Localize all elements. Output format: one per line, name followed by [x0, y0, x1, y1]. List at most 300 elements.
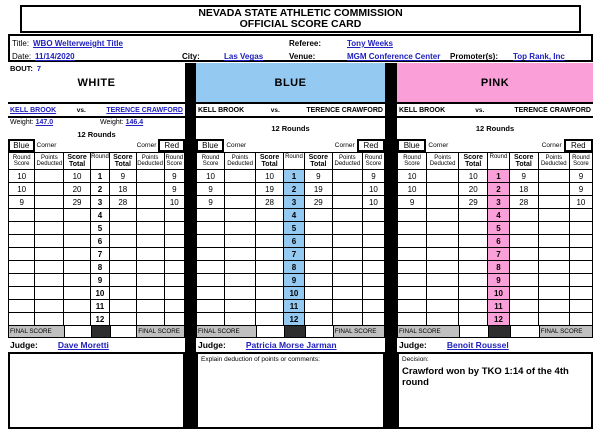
round-cell: 8	[284, 261, 304, 273]
blue-score-cell	[197, 261, 224, 273]
red-score-cell	[363, 235, 384, 247]
red-total-cell	[510, 287, 538, 299]
blue-total-cell	[459, 222, 487, 234]
round-cell: 9	[284, 274, 304, 286]
score-row	[9, 183, 184, 195]
blue-score-cell	[9, 274, 34, 286]
blue-score-cell	[197, 209, 224, 221]
red-score-cell	[570, 274, 592, 286]
spacer	[450, 139, 539, 152]
score-row	[9, 287, 184, 299]
red-total-cell	[305, 261, 332, 273]
red-score-cell	[165, 209, 184, 221]
column-header	[196, 63, 385, 104]
grid-body	[9, 170, 184, 325]
rounds-label: 12 Rounds	[77, 130, 116, 139]
blue-deducted-cell	[427, 235, 458, 247]
score-row	[197, 300, 384, 312]
fighter-red-name: TERENCE CRAWFORD	[306, 106, 383, 114]
final-black-cell	[489, 326, 509, 337]
score-row	[9, 209, 184, 221]
round-score-header: Round Score	[570, 153, 592, 169]
red-deducted-cell	[333, 287, 362, 299]
bout-label	[198, 64, 202, 73]
card-title: OFFICIAL SCORE CARD	[239, 18, 362, 30]
judge-label: Judge:	[10, 340, 38, 350]
blue-total-cell: 10	[459, 170, 487, 182]
score-grid	[8, 152, 185, 338]
red-total-cell	[305, 274, 332, 286]
score-grid	[397, 152, 593, 338]
weight-label: Weight:	[100, 119, 124, 126]
red-total-cell	[305, 248, 332, 260]
vs-label: vs.	[270, 106, 280, 114]
red-total-cell: 28	[110, 196, 135, 208]
final-blue-total-cell	[65, 326, 90, 337]
blue-total-cell: 28	[256, 196, 283, 208]
blue-total-cell	[64, 300, 89, 312]
red-score-cell	[363, 274, 384, 286]
blue-score-cell: 10	[197, 170, 224, 182]
blue-score-cell: 10	[398, 170, 426, 182]
red-total-cell: 18	[510, 183, 538, 195]
red-total-cell: 9	[510, 170, 538, 182]
weights-area	[8, 118, 185, 139]
blue-score-cell	[9, 248, 34, 260]
info-box	[8, 34, 593, 62]
red-score-cell	[165, 222, 184, 234]
red-total-cell: 9	[305, 170, 332, 182]
blue-score-cell	[9, 235, 34, 247]
red-total-cell	[110, 235, 135, 247]
round-score-header: Round Score	[197, 153, 224, 169]
score-row	[197, 209, 384, 221]
blue-deducted-cell	[427, 222, 458, 234]
fighters-row	[196, 104, 385, 118]
blue-deducted-cell	[427, 313, 458, 325]
blue-deducted-cell	[35, 287, 63, 299]
red-total-cell	[305, 313, 332, 325]
red-total-cell	[510, 300, 538, 312]
red-deducted-cell	[137, 235, 164, 247]
score-row	[197, 183, 384, 195]
blue-deducted-cell	[225, 274, 255, 286]
red-score-cell	[570, 248, 592, 260]
red-deducted-cell	[137, 300, 164, 312]
blue-total-cell	[459, 287, 487, 299]
red-total-cell: 29	[305, 196, 332, 208]
red-total-cell	[110, 248, 135, 260]
blue-total-cell: 10	[64, 170, 89, 182]
red-total-cell	[305, 235, 332, 247]
round-cell: 10	[488, 287, 508, 299]
red-score-cell: 9	[363, 170, 384, 182]
corner-row	[196, 139, 385, 152]
red-total-cell	[110, 222, 135, 234]
promoter-label: Promoter(s):	[450, 52, 499, 61]
red-deducted-cell	[333, 222, 362, 234]
blue-deducted-cell	[427, 170, 458, 182]
blue-score-cell: 9	[398, 196, 426, 208]
corner-label-left: Corner	[226, 142, 247, 149]
score-row	[398, 183, 592, 195]
corner-label-left: Corner	[428, 142, 449, 149]
blue-score-cell	[398, 300, 426, 312]
decision-text: Crawford won by TKO 1:14 of the 4th round	[402, 366, 569, 388]
blue-total-cell	[64, 209, 89, 221]
blue-corner-box: Blue	[8, 139, 35, 152]
blue-deducted-cell	[427, 287, 458, 299]
score-row	[398, 222, 592, 234]
blue-deducted-cell	[225, 222, 255, 234]
blue-total-cell	[256, 261, 283, 273]
weight-blue-value: 147.0	[35, 119, 54, 126]
blue-deducted-cell	[225, 170, 255, 182]
blue-score-cell: 10	[9, 183, 34, 195]
comments-label: Decision:	[402, 356, 429, 363]
red-score-cell: 9	[165, 183, 184, 195]
red-score-cell	[363, 287, 384, 299]
weight-label: Weight:	[10, 119, 34, 126]
blue-deducted-cell	[35, 209, 63, 221]
round-score-header: Round Score	[398, 153, 426, 169]
fighter-blue-name: KELL BROOK	[198, 106, 245, 114]
venue-value: MGM Conference Center	[347, 52, 441, 61]
red-total-cell	[510, 261, 538, 273]
red-score-cell: 9	[570, 183, 592, 195]
promoter-value: Top Rank, Inc	[513, 52, 565, 61]
score-row	[197, 196, 384, 208]
blue-total-cell	[256, 209, 283, 221]
score-total-header: Score Total	[256, 153, 283, 169]
judge-row	[196, 338, 385, 352]
blue-total-cell	[256, 313, 283, 325]
round-cell: 6	[488, 235, 508, 247]
blue-score-cell	[197, 274, 224, 286]
final-black-cell	[92, 326, 110, 337]
blue-total-cell: 10	[256, 170, 283, 182]
blue-total-cell	[64, 274, 89, 286]
blue-score-cell	[9, 300, 34, 312]
blue-deducted-cell	[225, 248, 255, 260]
red-score-cell	[363, 261, 384, 273]
red-score-cell	[570, 300, 592, 312]
weights-area	[196, 118, 385, 139]
red-score-cell: 9	[570, 170, 592, 182]
grid-body	[398, 170, 592, 325]
round-cell: 4	[91, 209, 109, 221]
blue-total-cell	[459, 300, 487, 312]
blue-deducted-cell	[225, 235, 255, 247]
final-score-label-left: FINAL SCORE	[197, 326, 256, 337]
score-row	[197, 261, 384, 273]
round-score-header: Round Score	[9, 153, 34, 169]
round-cell: 6	[91, 235, 109, 247]
score-row	[398, 248, 592, 260]
points-deducted-header: Points Deducted	[225, 153, 255, 169]
score-total-header: Score Total	[510, 153, 538, 169]
final-blue-total-cell	[460, 326, 488, 337]
score-total-header: Score Total	[110, 153, 135, 169]
final-red-total-cell	[306, 326, 333, 337]
points-deducted-header: Points Deducted	[137, 154, 163, 167]
title-value: WBO Welterweight Title	[33, 39, 123, 48]
blue-deducted-cell	[427, 183, 458, 195]
red-deducted-cell	[333, 274, 362, 286]
red-total-cell	[110, 313, 135, 325]
round-cell: 11	[488, 300, 508, 312]
red-score-cell	[165, 261, 184, 273]
red-score-cell	[363, 209, 384, 221]
red-score-cell	[570, 261, 592, 273]
comments-box	[397, 352, 593, 429]
red-deducted-cell	[539, 287, 569, 299]
round-header: Round	[284, 153, 304, 169]
blue-score-cell	[9, 313, 34, 325]
red-score-cell	[570, 222, 592, 234]
score-row	[197, 170, 384, 182]
score-row	[398, 196, 592, 208]
red-score-cell	[165, 287, 184, 299]
red-deducted-cell	[333, 313, 362, 325]
round-score-header: Round Score	[165, 154, 184, 167]
blue-score-cell	[197, 248, 224, 260]
blue-score-cell	[197, 222, 224, 234]
score-row	[197, 313, 384, 325]
red-corner-box: Red	[158, 139, 185, 152]
spacer	[248, 139, 333, 152]
red-deducted-cell	[539, 170, 569, 182]
score-row	[398, 274, 592, 286]
blue-corner-box: Blue	[397, 139, 426, 152]
red-deducted-cell	[137, 183, 164, 195]
score-total-header: Score Total	[305, 153, 332, 169]
red-score-cell	[165, 274, 184, 286]
final-blue-total-cell	[257, 326, 284, 337]
red-score-cell: 9	[165, 170, 184, 182]
red-corner-box: Red	[564, 139, 593, 152]
red-deducted-cell	[137, 170, 164, 182]
red-deducted-cell	[137, 209, 164, 221]
red-total-cell	[305, 300, 332, 312]
blue-score-cell	[197, 235, 224, 247]
blue-deducted-cell	[427, 261, 458, 273]
red-deducted-cell	[539, 274, 569, 286]
judge-name: Patricia Morse Jarman	[245, 340, 337, 350]
corner-row	[8, 139, 185, 152]
city-value: Las Vegas	[224, 52, 264, 61]
fighter-red-name: TERENCE CRAWFORD	[514, 106, 591, 114]
red-total-cell: 9	[110, 170, 135, 182]
blue-deducted-cell	[225, 183, 255, 195]
blue-deducted-cell	[427, 209, 458, 221]
final-score-row	[197, 326, 384, 337]
red-deducted-cell	[333, 300, 362, 312]
corner-color-title: BLUE	[274, 76, 307, 89]
blue-total-cell	[256, 300, 283, 312]
round-cell: 8	[91, 261, 109, 273]
fighter-red-name: TERENCE CRAWFORD	[106, 106, 183, 114]
score-row	[197, 287, 384, 299]
round-cell: 11	[91, 300, 109, 312]
score-row	[398, 300, 592, 312]
column-header	[8, 63, 185, 104]
score-row	[197, 274, 384, 286]
round-score-header: Round Score	[364, 154, 383, 167]
blue-total-cell	[459, 313, 487, 325]
red-score-cell: 10	[363, 183, 384, 195]
red-score-cell	[570, 235, 592, 247]
round-cell: 1	[284, 170, 304, 182]
blue-score-cell	[197, 300, 224, 312]
blue-total-cell	[256, 248, 283, 260]
blue-total-cell	[64, 235, 89, 247]
blue-score-cell	[398, 313, 426, 325]
columns	[8, 63, 593, 429]
blue-deducted-cell	[35, 170, 63, 182]
red-score-cell	[363, 300, 384, 312]
round-cell: 9	[91, 274, 109, 286]
red-total-cell	[510, 248, 538, 260]
score-row	[9, 313, 184, 325]
judge-name: Dave Moretti	[57, 340, 109, 350]
corner-label-right: Corner	[541, 142, 562, 149]
red-score-cell: 10	[363, 196, 384, 208]
score-row	[9, 274, 184, 286]
blue-score-cell: 9	[9, 196, 34, 208]
blue-deducted-cell	[35, 261, 63, 273]
fighter-blue-name: KELL BROOK	[399, 106, 446, 114]
round-cell: 7	[488, 248, 508, 260]
corner-label-right: Corner	[334, 142, 355, 149]
score-row	[398, 313, 592, 325]
blue-score-cell	[398, 235, 426, 247]
blue-total-cell	[64, 313, 89, 325]
final-red-total-cell	[511, 326, 539, 337]
red-deducted-cell	[137, 248, 164, 260]
blue-deducted-cell	[35, 235, 63, 247]
weight-red-value: 146.4	[125, 119, 144, 126]
red-score-cell	[165, 248, 184, 260]
date-value: 11/14/2020	[35, 52, 75, 61]
round-cell: 8	[488, 261, 508, 273]
round-cell: 2	[488, 183, 508, 195]
corner-color-title: PINK	[480, 76, 510, 89]
round-cell: 6	[284, 235, 304, 247]
blue-total-cell	[256, 287, 283, 299]
red-deducted-cell	[539, 183, 569, 195]
blue-deducted-cell	[225, 209, 255, 221]
red-deducted-cell	[539, 300, 569, 312]
red-deducted-cell	[539, 313, 569, 325]
corner-color-title: WHITE	[77, 76, 116, 89]
bout-text: BOUT:	[10, 64, 33, 73]
title-label: Title:	[12, 39, 30, 48]
blue-total-cell: 20	[459, 183, 487, 195]
blue-total-cell	[459, 209, 487, 221]
round-cell: 2	[91, 183, 109, 195]
red-deducted-cell	[333, 261, 362, 273]
round-cell: 4	[284, 209, 304, 221]
score-row	[398, 287, 592, 299]
points-deducted-header: Points Deducted	[36, 154, 63, 167]
blue-total-cell	[64, 261, 89, 273]
blue-score-cell: 10	[398, 183, 426, 195]
round-header: Round	[488, 153, 508, 169]
red-deducted-cell	[333, 209, 362, 221]
blue-score-cell	[197, 313, 224, 325]
column-header	[397, 63, 593, 104]
blue-deducted-cell	[35, 248, 63, 260]
date-label: Date:	[12, 52, 32, 61]
score-row	[197, 222, 384, 234]
comments-box	[196, 352, 385, 429]
red-score-cell	[165, 313, 184, 325]
grid-body	[197, 170, 384, 325]
red-deducted-cell	[333, 183, 362, 195]
red-total-cell	[110, 300, 135, 312]
red-total-cell	[305, 287, 332, 299]
round-cell: 10	[284, 287, 304, 299]
red-total-cell	[510, 209, 538, 221]
judge-row	[8, 338, 185, 352]
blue-total-cell	[64, 222, 89, 234]
blue-deducted-cell	[427, 274, 458, 286]
blue-deducted-cell	[427, 300, 458, 312]
round-cell: 7	[91, 248, 109, 260]
judge-column	[397, 63, 593, 429]
blue-total-cell: 20	[64, 183, 89, 195]
red-score-cell	[363, 222, 384, 234]
red-score-cell	[165, 235, 184, 247]
round-cell: 3	[284, 196, 304, 208]
round-cell: 5	[284, 222, 304, 234]
bout-number: 7	[36, 64, 42, 73]
city-label: City:	[182, 52, 200, 61]
vs-label: vs.	[76, 106, 86, 114]
blue-score-cell: 9	[197, 196, 224, 208]
weight-blue	[10, 119, 53, 126]
blue-score-cell	[398, 274, 426, 286]
blue-total-cell	[256, 222, 283, 234]
points-deducted-header: Points Deducted	[427, 153, 458, 169]
score-row	[197, 248, 384, 260]
commission-title: NEVADA STATE ATHLETIC COMMISSION	[198, 7, 403, 19]
points-deducted-header: Points Deducted	[334, 154, 361, 167]
red-total-cell	[110, 261, 135, 273]
blue-score-cell	[398, 287, 426, 299]
bout-label	[399, 64, 403, 73]
title-box	[20, 5, 581, 33]
red-score-cell: 10	[570, 196, 592, 208]
score-row	[398, 209, 592, 221]
blue-deducted-cell	[427, 248, 458, 260]
weight-red	[100, 119, 143, 126]
blue-deducted-cell	[35, 183, 63, 195]
corner-label-left: Corner	[36, 142, 57, 149]
blue-deducted-cell	[225, 313, 255, 325]
judge-name: Benoit Roussel	[446, 340, 509, 350]
blue-deducted-cell	[225, 261, 255, 273]
red-score-cell	[570, 209, 592, 221]
grid-header-row	[398, 153, 592, 169]
round-cell: 9	[488, 274, 508, 286]
blue-deducted-cell	[35, 274, 63, 286]
blue-score-cell: 9	[197, 183, 224, 195]
red-total-cell	[510, 235, 538, 247]
red-deducted-cell	[333, 170, 362, 182]
blue-score-cell	[9, 209, 34, 221]
